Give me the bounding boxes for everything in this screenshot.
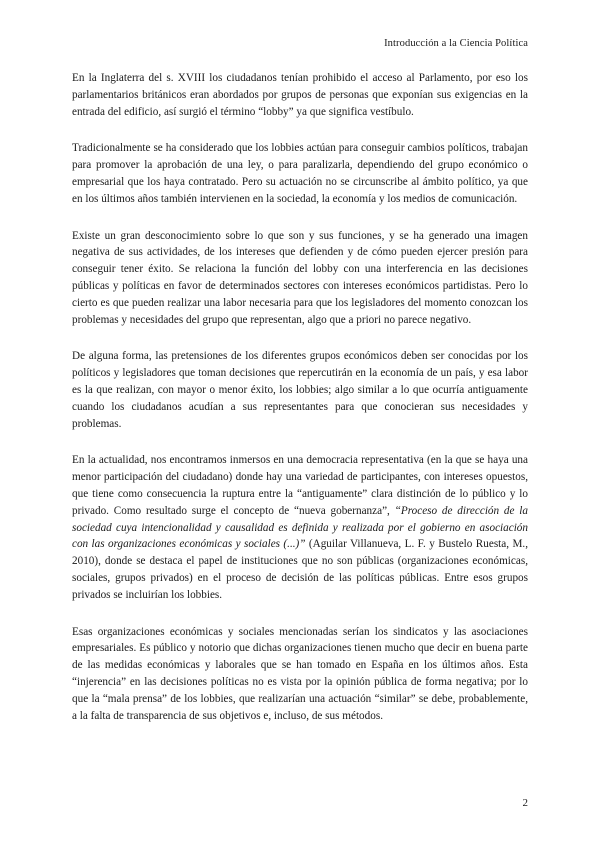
paragraph-5-citation: (Aguilar Villanueva, L. F. y Bustelo Ruesta, M., 2010), donde se destaca el papel de instituciones que no son públicas (organizaciones económicas, sociales, grupos privados) en el proceso de decisión de las políticas públicas. Entre esos grupos privados se incluirían los lobbies.	[72, 538, 528, 601]
paragraph-4: De alguna forma, las pretensiones de los diferentes grupos económicos deben ser conocidas por los políticos y legisladores que toman decisiones que repercutirán en la economía de un país, y esa labor es la que realizan, con mayor o menor éxito, los lobbies; algo similar a lo que ocurría antiguamente cuando los ciudadanos acudían a sus representantes para que conocieran sus necesidades y problemas.	[72, 350, 528, 430]
paragraph-6: Esas organizaciones económicas y sociales mencionadas serían los sindicatos y las asociaciones empresariales. Es público y notorio que dichas organizaciones tienen mucho que decir en buena parte de las medidas económicas y laborales que se han tomado en España en los últimos años. Esta “injerencia” en las decisiones políticas no es vista por la opinión pública de forma negativa; por lo que la “mala prensa” de los lobbies, que realizarían una actuación “similar” se debe, probablemente, a la falta de transparencia de sus objetivos e, incluso, de sus métodos.	[72, 625, 528, 722]
running-header: Introducción a la Ciencia Política	[384, 38, 528, 49]
paragraph-3: Existe un gran desconocimiento sobre lo que son y sus funciones, y se ha generado una imagen negativa de sus actividades, de los intereses que defienden y de cómo pueden ejercer presión para conseguir tener éxito. Se relaciona la función del lobby con una interferencia en las decisiones públicas y políticas en favor de determinados sectores con intereses económicos partidistas. Pero lo cierto es que pueden realizar una labor necesaria para que los legisladores del momento conozcan los problemas y necesidades del grupo que representan, algo que a priori no parece negativo.	[72, 229, 528, 326]
paragraph-1: En la Inglaterra del s. XVIII los ciudadanos tenían prohibido el acceso al Parlamento, por eso los parlamentarios británicos eran abordados por grupos de personas que exponían sus exigencias en la entrada del edificio, así surgió el término “lobby” ya que significa vestíbulo.	[72, 72, 528, 118]
paragraph-2: Tradicionalmente se ha considerado que los lobbies actúan para conseguir cambios políticos, trabajan para promover la aprobación de una ley, o para paralizarla, dependiendo del grupo económico o empresarial que los haya contratado. Pero su actuación no se circunscribe al ámbito político, ya que en los últimos años también intervienen en la sociedad, la economía y los medios de comunicación.	[72, 142, 528, 205]
paragraph-5-intro: En la actualidad, nos encontramos inmersos en una democracia representativa (en la que se haya una menor participación del ciudadano) donde hay una variedad de participantes, con intereses opuestos, que tiene como consecuencia la ruptura entre la “antiguamente” clara distinción de lo público y lo privado. Como resultado surge el concepto de “nueva gobernanza”,	[72, 454, 528, 517]
governance-quote: “Proceso de dirección de la sociedad cuya intencionalidad y causalidad es definida y realizada por el gobierno en asociación con las organizaciones económicas y sociales (...)”	[72, 504, 528, 551]
body-text	[72, 70, 528, 744]
paragraph-5	[72, 452, 528, 603]
page-number: 2	[522, 797, 528, 809]
